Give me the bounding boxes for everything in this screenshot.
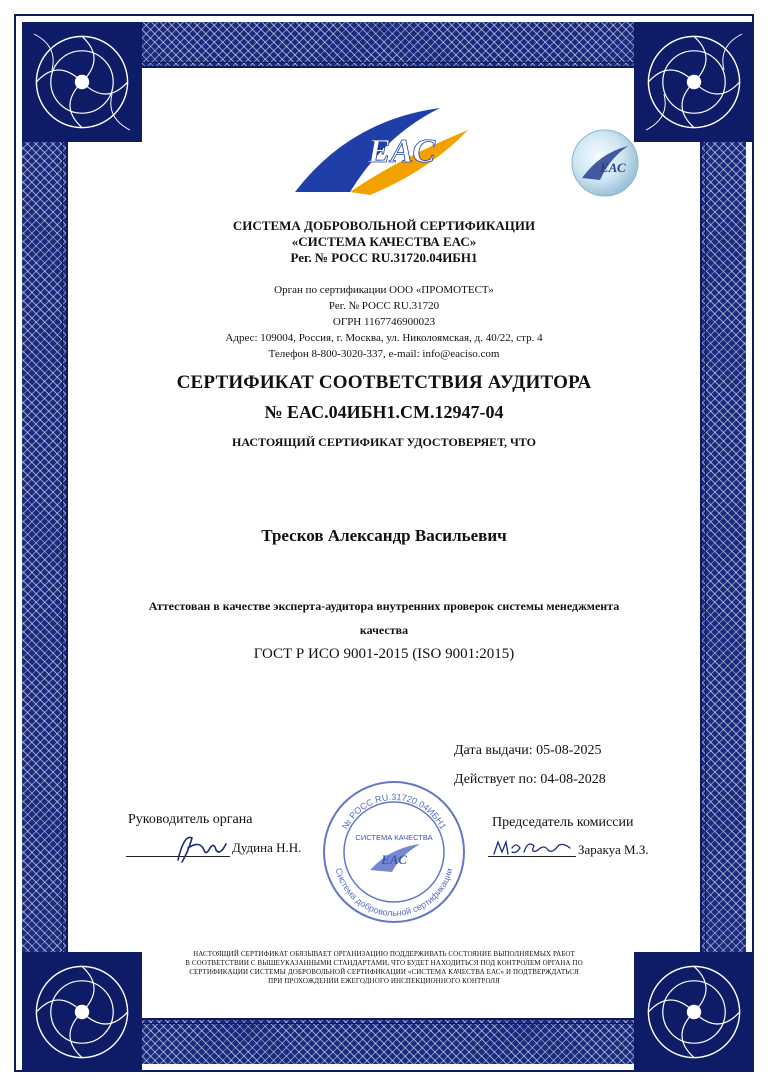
attestation-line-2: качества	[359, 623, 409, 637]
body-ogrn: ОГРН 1167746900023	[332, 316, 436, 328]
certificate-dates	[454, 736, 606, 794]
svg-text:№ РОСС RU.31720.04ИБН1	[340, 792, 448, 831]
certification-body-info	[0, 282, 768, 362]
footer-line-2: В СООТВЕТСТВИИ С ВЫШЕУКАЗАННЫМИ СТАНДАРТАМИ, ЧТО БУДЕТ НАХОДИТЬСЯ ПОД КОНТРОЛЕМ ОРГАНА ПО	[185, 959, 583, 967]
attestation-text	[0, 594, 768, 642]
logo-text: ЕАС	[368, 133, 436, 170]
footer-line-3: СЕРТИФИКАЦИИ СИСТЕМЫ ДОБРОВОЛЬНОЙ СЕРТИФИКАЦИИ «СИСТЕМА КАЧЕСТВА ЕАС» И ПОДТВЕРЖДАТЬСЯ	[189, 968, 579, 976]
handwritten-signature	[170, 826, 230, 866]
certificate-number: № ЕАС.04ИБН1.СМ.12947-04	[264, 402, 504, 422]
footer-notice	[0, 950, 768, 986]
right-signatory-name: Заракуа М.З.	[578, 842, 649, 857]
certificate-title: СЕРТИФИКАТ СООТВЕТСТВИЯ АУДИТОРА	[176, 372, 592, 393]
issue-date: Дата выдачи: 05-08-2025	[454, 743, 602, 758]
svg-text:Система добровольной сертифика	[333, 867, 454, 918]
body-name: Орган по сертификации ООО «ПРОМОТЕСТ»	[274, 284, 494, 296]
footer-line-4: ПРИ ПРОХОЖДЕНИИ ЕЖЕГОДНОГО ИНСПЕКЦИОННОГО КОНТРОЛЯ	[268, 977, 500, 985]
body-address: Адрес: 109004, Россия, г. Москва, ул. Николоямская, д. 40/22, стр. 4	[225, 332, 543, 344]
official-stamp	[320, 778, 468, 926]
corner-ornament-icon	[634, 22, 754, 142]
certificate-statement: НАСТОЯЩИЙ СЕРТИФИКАТ УДОСТОВЕРЯЕТ, ЧТО	[232, 435, 536, 449]
attestation-line-1: Аттестован в качестве эксперта-аудитора внутренних проверок системы менеджмента	[148, 599, 620, 613]
stamp-reg-text: № РОСС RU.31720.04ИБН1	[339, 791, 449, 831]
system-header	[0, 218, 768, 266]
hologram-sticker	[570, 128, 640, 198]
corner-ornament-icon	[22, 22, 142, 142]
standard-reference: ГОСТ Р ИСО 9001-2015 (ISO 9001:2015)	[253, 646, 515, 662]
footer-line-1: НАСТОЯЩИЙ СЕРТИФИКАТ ОБЯЗЫВАЕТ ОРГАНИЗАЦИЮ ПОДДЕРЖИВАТЬ СОСТОЯНИЕ ВЫПОЛНЯЕМЫХ РАБОТ	[193, 950, 575, 958]
body-reg: Рег. № РОСС RU.31720	[328, 300, 440, 312]
left-signatory-title: Руководитель органа	[128, 812, 253, 827]
system-reg-number: Рег. № РОСС RU.31720.04ИБН1	[290, 250, 478, 265]
system-name: «СИСТЕМА КАЧЕСТВА ЕАС»	[291, 234, 477, 249]
stamp-center-text: СИСТЕМА КАЧЕСТВА	[355, 833, 433, 842]
right-signatory-title: Председатель комиссии	[492, 815, 634, 830]
handwritten-signature	[490, 836, 574, 858]
stamp-logo-text: ЕАС	[381, 852, 407, 867]
hologram-text: ЕАС	[600, 160, 626, 175]
holder-name: Тресков Александр Васильевич	[261, 526, 507, 545]
left-signatory-name: Дудина Н.Н.	[232, 840, 302, 855]
valid-until-date: Действует по: 04-08-2028	[454, 772, 606, 787]
system-title: СИСТЕМА ДОБРОВОЛЬНОЙ СЕРТИФИКАЦИИ	[232, 218, 536, 233]
stamp-ring-text: Система добровольной сертификации	[333, 866, 455, 919]
eac-logo	[290, 100, 470, 200]
body-contacts: Телефон 8-800-3020-337, e-mail: info@eaciso.com	[268, 348, 500, 360]
